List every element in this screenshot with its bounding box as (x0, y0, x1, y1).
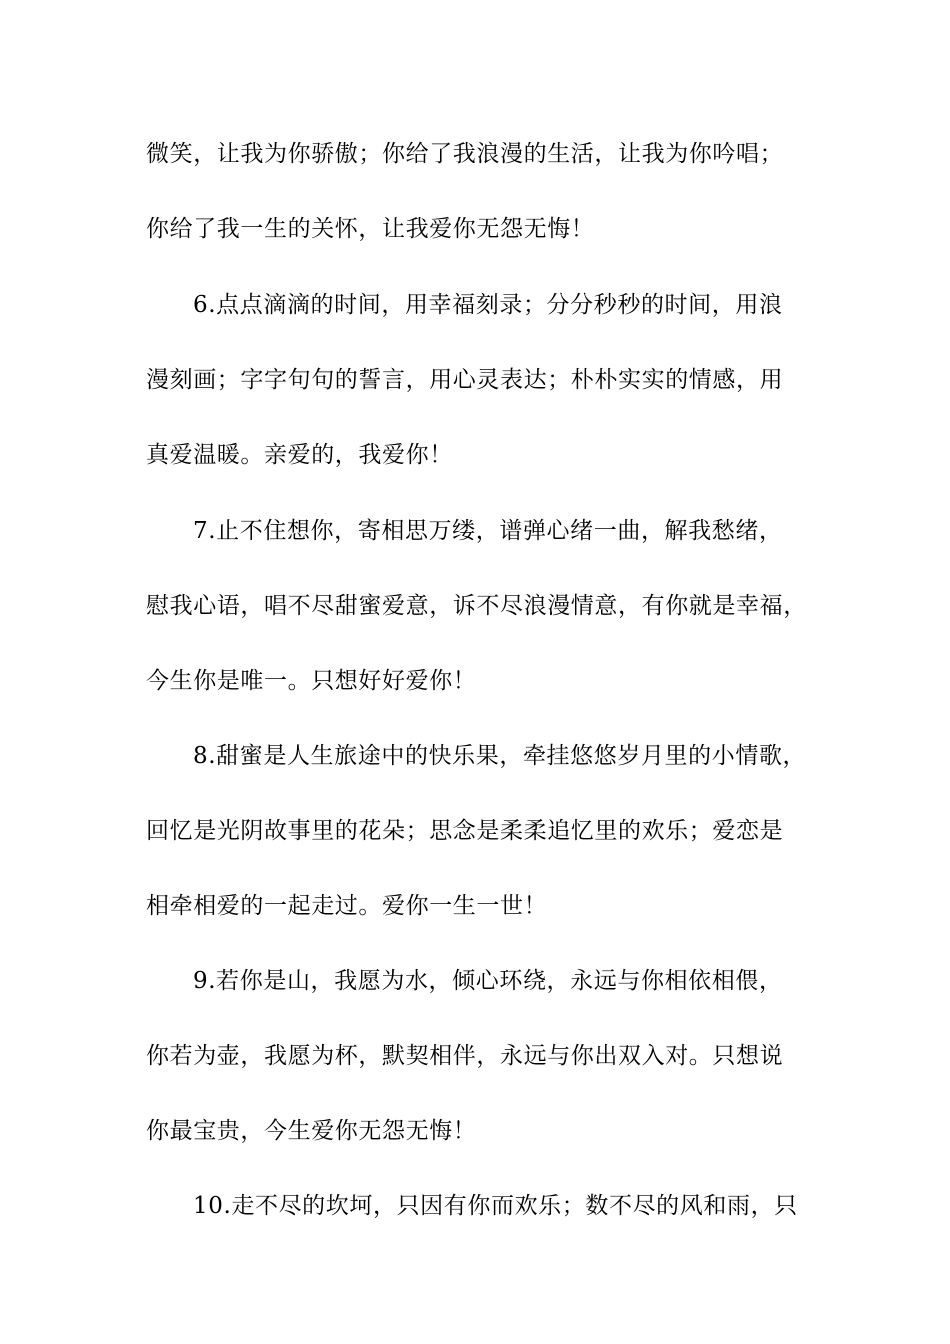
text-line-10: 回忆是光阴故事里的花朵；思念是柔柔追忆里的欢乐；爱恋是 (146, 818, 784, 844)
text-line-1: 微笑，让我为你骄傲；你给了我浪漫的生活，让我为你吟唱； (146, 141, 784, 167)
text-line-5: 真爱温暖。亲爱的，我爱你！ (146, 442, 453, 468)
text-line-15: 10.走不尽的坎坷，只因有你而欢乐；数不尽的风和雨，只 (193, 1193, 798, 1219)
text-line-14: 你最宝贵，今生爱你无怨无悔！ (146, 1118, 477, 1144)
text-line-7: 慰我心语，唱不尽甜蜜爱意，诉不尽浪漫情意，有你就是幸福， (146, 593, 807, 619)
text-line-2: 你给了我一生的关怀，让我爱你无怨无悔！ (146, 216, 595, 242)
text-line-12: 9.若你是山，我愿为水，倾心环绕，永远与你相依相偎， (193, 968, 783, 994)
text-line-9: 8.甜蜜是人生旅途中的快乐果，牵挂悠悠岁月里的小情歌， (193, 743, 807, 769)
text-line-13: 你若为壶，我愿为杯，默契相伴，永远与你出双入对。只想说 (146, 1043, 784, 1069)
text-line-4: 漫刻画；字字句句的誓言，用心灵表达；朴朴实实的情感，用 (146, 367, 784, 393)
text-line-3: 6.点点滴滴的时间，用幸福刻录；分分秒秒的时间，用浪 (193, 292, 783, 318)
text-line-6: 7.止不住想你，寄相思万缕，谱弹心绪一曲，解我愁绪， (193, 518, 783, 544)
text-line-11: 相牵相爱的一起走过。爱你一生一世！ (146, 893, 548, 919)
text-line-8: 今生你是唯一。只想好好爱你！ (146, 668, 477, 694)
